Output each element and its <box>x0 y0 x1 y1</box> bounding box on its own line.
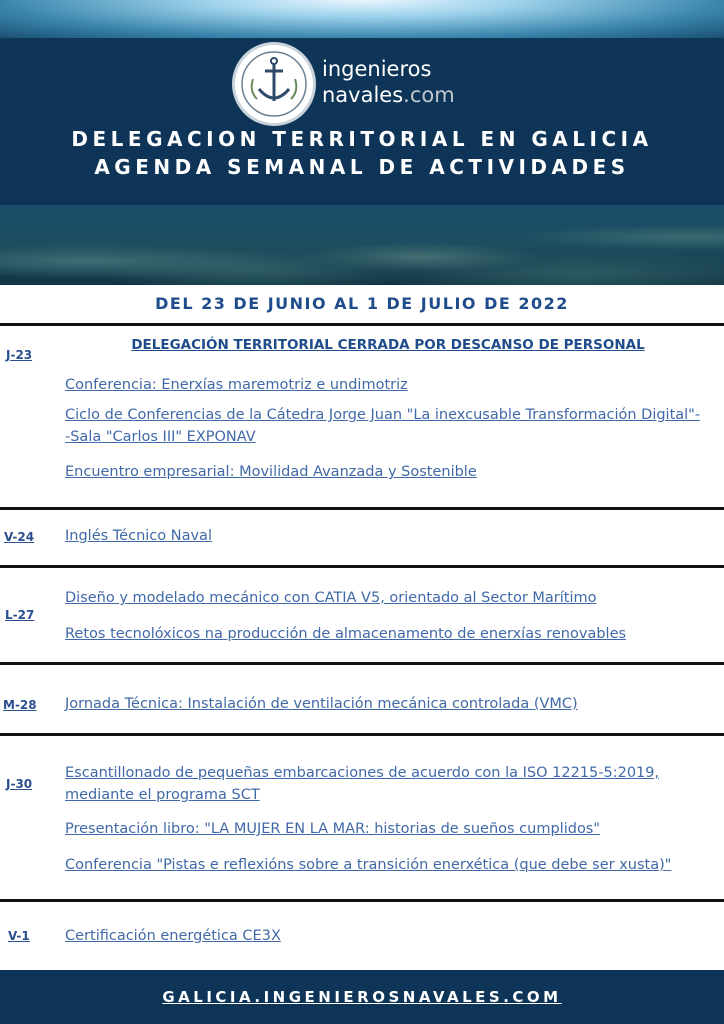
logo-word-ingenieros: ingenieros <box>322 57 432 81</box>
logo-wordmark <box>322 56 455 108</box>
event-link[interactable]: Encuentro empresarial: Movilidad Avanzada y Sostenible <box>65 464 477 480</box>
event-link[interactable]: Inglés Técnico Naval <box>65 528 212 544</box>
logo-emblem <box>232 42 316 126</box>
day-label-m28[interactable]: M-28 <box>3 698 37 712</box>
closure-notice[interactable]: DELEGACIÓN TERRITORIAL CERRADA POR DESCANSO DE PERSONAL <box>131 337 645 353</box>
event-link[interactable]: Diseño y modelado mecánico con CATIA V5, orientado al Sector Marítimo <box>65 590 597 606</box>
footer-website-link[interactable]: GALICIA.INGENIEROSNAVALES.COM <box>162 988 562 1006</box>
logo-word-navales: navales <box>322 83 404 107</box>
divider <box>0 899 724 902</box>
logo-word-com: .com <box>403 83 455 107</box>
event-link[interactable]: Certificación energética CE3X <box>65 928 281 944</box>
seabed-image <box>0 205 724 285</box>
event-link[interactable]: Conferencia "Pistas e reflexións sobre a transición enerxética (que debe ser xusta)" <box>65 857 672 873</box>
event-link[interactable]: Retos tecnolóxicos na producción de almacenamento de enerxías renovables <box>65 626 627 642</box>
footer-bar <box>0 970 724 1024</box>
day-label-j23[interactable]: J-23 <box>6 348 33 362</box>
day-label-v1[interactable]: V-1 <box>8 929 30 943</box>
divider <box>0 323 724 326</box>
event-link[interactable]: Jornada Técnica: Instalación de ventilación mecánica controlada (VMC) <box>65 696 578 712</box>
event-link[interactable]: Ciclo de Conferencias de la Cátedra Jorge Juan "La inexcusable Transformación Digital"- -Sala "Carlos III" EXPONAV <box>65 407 701 445</box>
date-range-heading: DEL 23 DE JUNIO AL 1 DE JULIO DE 2022 <box>155 294 569 313</box>
divider <box>0 507 724 510</box>
water-surface-image <box>0 0 724 38</box>
day-label-v24[interactable]: V-24 <box>4 530 35 544</box>
event-link[interactable]: Escantillonado de pequeñas embarcaciones de acuerdo con la ISO 12215-5:2019, mediante el programa SCT <box>65 765 660 803</box>
header-title-line2: AGENDA SEMANAL DE ACTIVIDADES <box>94 155 630 179</box>
day-label-j30[interactable]: J-30 <box>6 777 33 791</box>
header-title-line1: DELEGACION TERRITORIAL EN GALICIA <box>71 127 653 151</box>
event-link[interactable]: Presentación libro: "LA MUJER EN LA MAR: historias de sueños cumplidos" <box>65 821 601 837</box>
header-banner <box>0 0 724 285</box>
divider <box>0 662 724 665</box>
event-link[interactable]: Conferencia: Enerxías maremotriz e undimotriz <box>65 377 408 393</box>
divider <box>0 733 724 736</box>
day-label-l27[interactable]: L-27 <box>5 608 35 622</box>
divider <box>0 565 724 568</box>
anchor-icon <box>239 49 309 119</box>
